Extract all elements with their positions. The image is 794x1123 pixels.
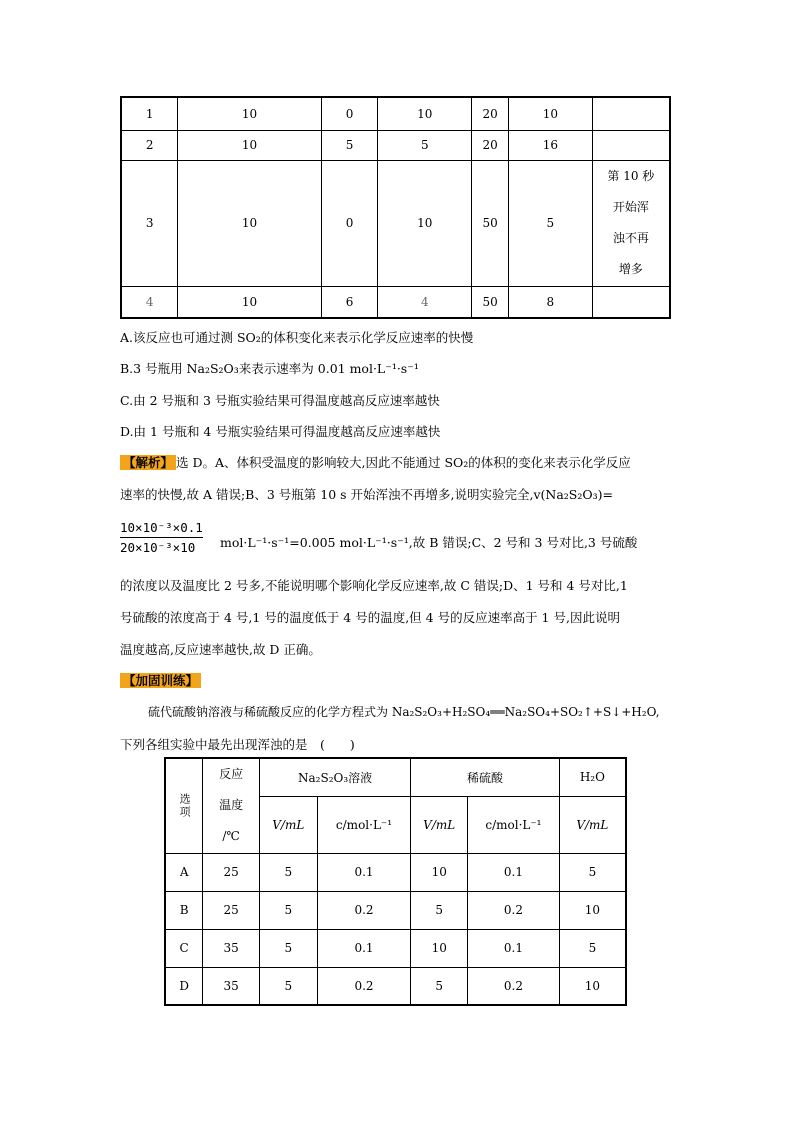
cell: 3 — [121, 160, 178, 286]
cell: 1 — [121, 97, 178, 130]
analysis-text: 选 D。A、体积受温度的影响较大,因此不能通过 SO₂的体积的变化来表示化学反应 — [176, 455, 631, 470]
header-line: /℃ — [222, 829, 240, 844]
cell: 5 — [259, 891, 317, 929]
cell: 20 — [472, 97, 509, 130]
table-row — [121, 130, 670, 160]
header-water: H₂O — [559, 758, 626, 796]
cell: 10 — [178, 160, 321, 286]
fraction — [120, 520, 203, 555]
analysis-line — [120, 453, 631, 471]
cell: 16 — [509, 130, 593, 160]
analysis-line: mol·L⁻¹·s⁻¹=0.005 mol·L⁻¹·s⁻¹,故 B 错误;C、2 号和 3 号对比,3 号硫酸 — [220, 535, 638, 550]
cell: 50 — [472, 286, 509, 318]
cell — [592, 130, 670, 160]
cell — [592, 286, 670, 318]
note-line: 增多 — [618, 262, 643, 276]
cell: 8 — [509, 286, 593, 318]
experiment-table — [120, 96, 671, 319]
fraction-denominator: 20×10⁻³×10 — [120, 540, 196, 555]
cell: B — [165, 891, 203, 929]
header-volume: V/mL — [259, 796, 317, 853]
option-b: B.3 号瓶用 Na₂S₂O₃来表示速率为 0.01 mol·L⁻¹·s⁻¹ — [120, 361, 419, 376]
cell: 10 — [559, 967, 626, 1005]
header-concentration: c/mol·L⁻¹ — [468, 796, 560, 853]
cell: 25 — [203, 891, 260, 929]
cell: 10 — [411, 853, 468, 891]
cell: 35 — [203, 967, 260, 1005]
cell: 10 — [178, 130, 321, 160]
cell: 0.1 — [317, 853, 411, 891]
header-volume: V/mL — [559, 796, 626, 853]
table-row — [121, 286, 670, 318]
table-row — [121, 160, 670, 286]
cell: 10 — [509, 97, 593, 130]
cell: 50 — [472, 160, 509, 286]
cell: 0 — [321, 160, 378, 286]
header-acid: 稀硫酸 — [411, 758, 559, 796]
cell: 10 — [559, 891, 626, 929]
cell: 0 — [321, 97, 378, 130]
cell: 5 — [509, 160, 593, 286]
note-cell — [592, 160, 670, 286]
header-line: 温度 — [219, 798, 244, 813]
cell: 5 — [259, 967, 317, 1005]
table-row — [165, 853, 626, 891]
header-temperature — [203, 758, 260, 853]
table-header-row — [165, 758, 626, 796]
cell: 5 — [321, 130, 378, 160]
header-concentration: c/mol·L⁻¹ — [317, 796, 411, 853]
header-na2s2o3: Na₂S₂O₃溶液 — [259, 758, 410, 796]
cell: 5 — [559, 853, 626, 891]
header-volume: V/mL — [411, 796, 468, 853]
analysis-line: 的浓度以及温度比 2 号多,不能说明哪个影响化学反应速率,故 C 错误;D、1 号和 4 号对比,1 — [120, 578, 628, 593]
cell: 35 — [203, 929, 260, 967]
fraction-numerator: 10×10⁻³×0.1 — [120, 520, 203, 538]
cell: 0.2 — [468, 891, 560, 929]
analysis-tag: 【解析】 — [120, 455, 176, 470]
header-option: 选项 — [165, 758, 203, 853]
cell: 0.1 — [317, 929, 411, 967]
extra-tag: 【加固训练】 — [120, 673, 201, 688]
table-row — [165, 891, 626, 929]
cell: 10 — [178, 286, 321, 318]
header-line: 反应 — [219, 767, 244, 782]
note-line: 开始浑 — [612, 200, 649, 214]
table-row — [165, 929, 626, 967]
table-row — [121, 97, 670, 130]
cell: 5 — [378, 130, 472, 160]
cell: 0.2 — [468, 967, 560, 1005]
table-row — [165, 967, 626, 1005]
cell: 5 — [411, 967, 468, 1005]
cell: 4 — [121, 286, 178, 318]
cell: 6 — [321, 286, 378, 318]
analysis-line: 速率的快慢,故 A 错误;B、3 号瓶第 10 s 开始浑浊不再增多,说明实验完全,v(Na₂S₂O₃)= — [120, 487, 613, 502]
extra-heading — [120, 671, 201, 689]
cell: 5 — [559, 929, 626, 967]
option-a: A.该反应也可通过测 SO₂的体积变化来表示化学反应速率的快慢 — [120, 330, 474, 345]
cell: A — [165, 853, 203, 891]
question-stem: 硫代硫酸钠溶液与稀硫酸反应的化学方程式为 Na₂S₂O₃+H₂SO₄══Na₂SO₄+SO₂↑+S↓+H₂O, — [148, 705, 660, 719]
cell: 10 — [178, 97, 321, 130]
cell: 4 — [378, 286, 472, 318]
option-c: C.由 2 号瓶和 3 号瓶实验结果可得温度越高反应速率越快 — [120, 393, 440, 408]
cell: 0.1 — [468, 853, 560, 891]
analysis-line: 号硫酸的浓度高于 4 号,1 号的温度低于 4 号的温度,但 4 号的反应速率高于 1 号,因此说明 — [120, 610, 620, 625]
cell: 25 — [203, 853, 260, 891]
cell: 0.1 — [468, 929, 560, 967]
cell: 2 — [121, 130, 178, 160]
note-line: 浊不再 — [612, 231, 649, 245]
cell: 10 — [378, 160, 472, 286]
option-d: D.由 1 号瓶和 4 号瓶实验结果可得温度越高反应速率越快 — [120, 424, 441, 439]
cell: 5 — [411, 891, 468, 929]
cell: 0.2 — [317, 891, 411, 929]
cell: 5 — [259, 929, 317, 967]
cell: 5 — [259, 853, 317, 891]
analysis-line: 温度越高,反应速率越快,故 D 正确。 — [120, 642, 321, 657]
cell: 10 — [411, 929, 468, 967]
cell — [592, 97, 670, 130]
question-stem: 下列各组实验中最先出现浑浊的是 ( ) — [120, 737, 355, 752]
note-line: 第 10 秒 — [607, 169, 655, 183]
cell: 0.2 — [317, 967, 411, 1005]
cell: 20 — [472, 130, 509, 160]
options-table — [164, 757, 627, 1006]
cell: C — [165, 929, 203, 967]
cell: D — [165, 967, 203, 1005]
cell: 10 — [378, 97, 472, 130]
